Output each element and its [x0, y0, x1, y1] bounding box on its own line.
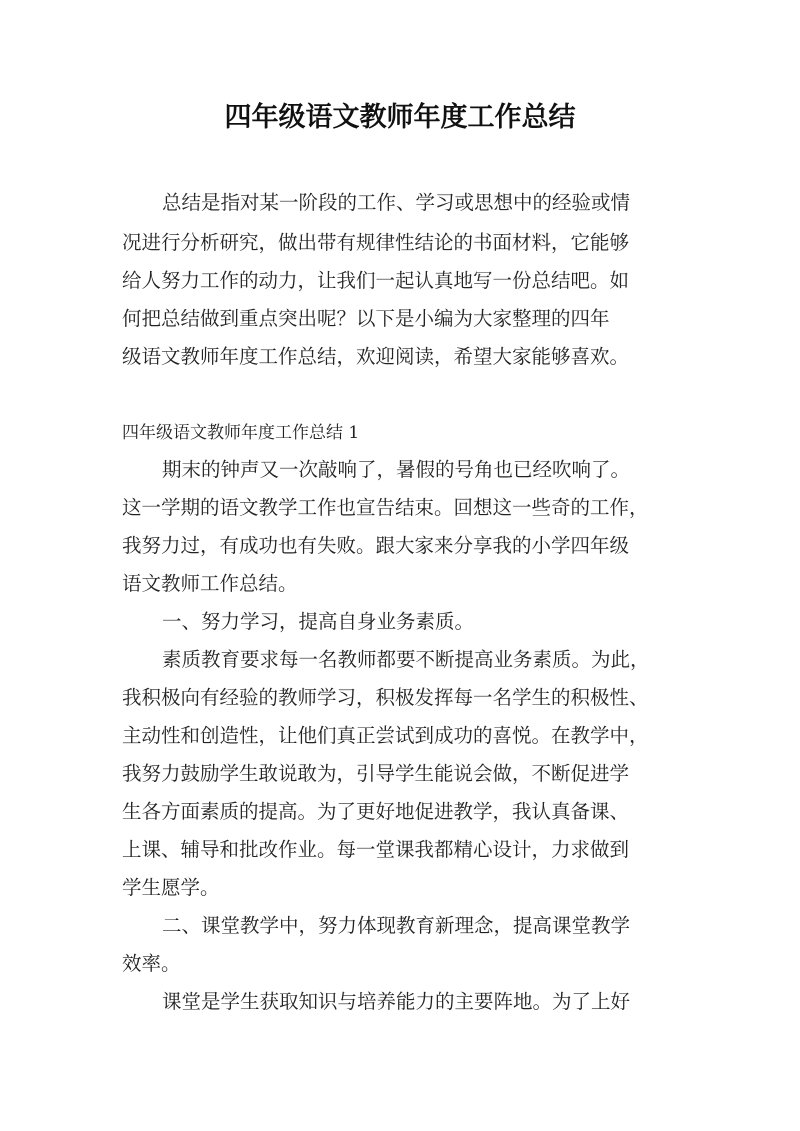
paragraph-line: 学生愿学。 — [122, 876, 220, 899]
document-title: 四年级语文教师年度工作总结 — [224, 102, 576, 133]
intro-line: 况进行分析研究，做出带有规律性结论的书面材料，它能够 — [122, 231, 630, 254]
paragraph-line: 语文教师工作总结。 — [122, 572, 298, 595]
section-heading: 四年级语文教师年度工作总结 1 — [122, 423, 360, 443]
point-heading: 一、努力学习，提高自身业务素质。 — [162, 610, 475, 633]
point-heading: 效率。 — [122, 952, 181, 975]
paragraph-line: 这一学期的语文教学工作也宣告结束。回想这一些奇的工作， — [122, 496, 649, 519]
paragraph-line: 期末的钟声又一次敲响了，暑假的号角也已经吹响了。 — [162, 458, 631, 481]
paragraph-line: 主动性和创造性，让他们真正尝试到成功的喜悦。在教学中， — [122, 724, 649, 747]
paragraph-line: 课堂是学生获取知识与培养能力的主要阵地。为了上好 — [162, 990, 631, 1013]
intro-line: 何把总结做到重点突出呢？以下是小编为大家整理的四年 — [122, 307, 610, 330]
intro-line: 级语文教师年度工作总结，欢迎阅读，希望大家能够喜欢。 — [122, 345, 630, 368]
intro-line: 总结是指对某一阶段的工作、学习或思想中的经验或情 — [162, 191, 631, 214]
point-heading: 二、课堂教学中，努力体现教育新理念，提高课堂教学 — [162, 914, 631, 937]
intro-line: 给人努力工作的动力，让我们一起认真地写一份总结吧。如 — [122, 269, 630, 292]
paragraph-line: 生各方面素质的提高。为了更好地促进教学，我认真备课、 — [122, 800, 630, 823]
paragraph-line: 上课、辅导和批改作业。每一堂课我都精心设计，力求做到 — [122, 838, 630, 861]
paragraph-line: 我努力过，有成功也有失败。跟大家来分享我的小学四年级 — [122, 534, 630, 557]
paragraph-line: 素质教育要求每一名教师都要不断提高业务素质。为此， — [162, 648, 650, 671]
paragraph-line: 我积极向有经验的教师学习，积极发挥每一名学生的积极性、 — [122, 686, 649, 709]
paragraph-line: 我努力鼓励学生敢说敢为，引导学生能说会做，不断促进学 — [122, 762, 630, 785]
